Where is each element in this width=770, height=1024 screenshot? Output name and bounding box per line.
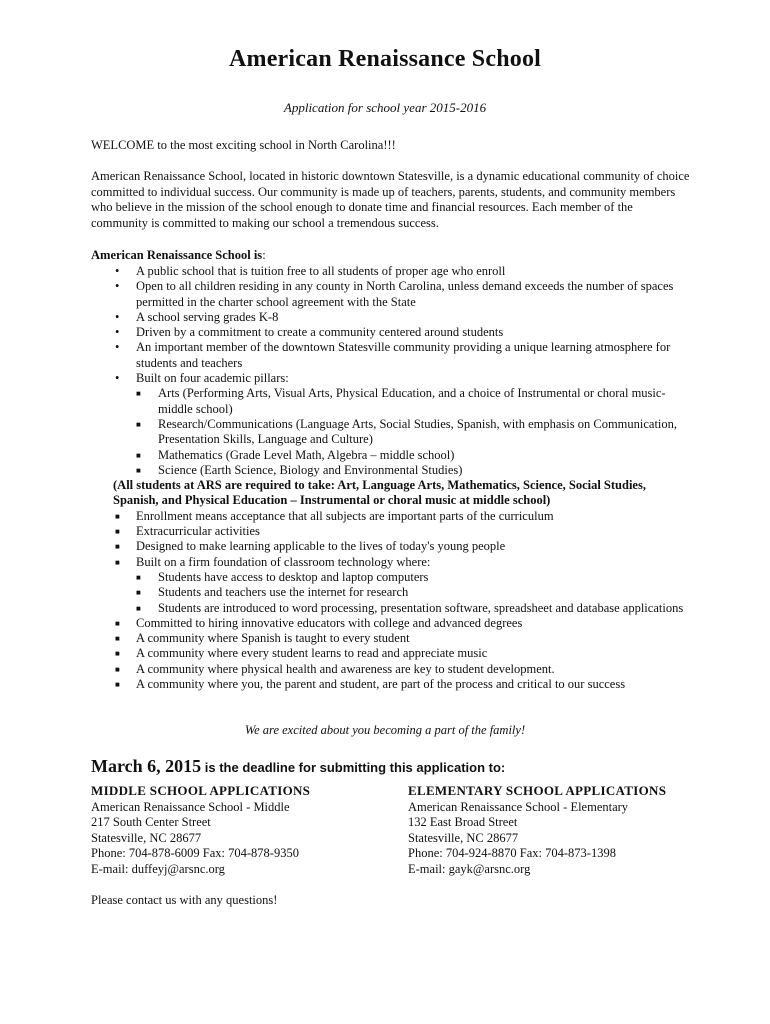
- square-bullet-icon: ■: [136, 389, 141, 399]
- tech-item: ■ Students have access to desktop and laptop computers: [136, 569, 429, 584]
- list-item: • Driven by a commitment to create a community centered around students: [115, 325, 504, 340]
- square-bullet-icon: ■: [115, 664, 120, 674]
- square-bullet-icon: ■: [136, 465, 141, 475]
- square-bullet-icon: ■: [136, 572, 141, 582]
- middle-school-email: E-mail: duffeyj@arsnc.org: [91, 861, 225, 876]
- features-list: [0, 264, 770, 692]
- square-bullet-icon: ■: [136, 450, 141, 460]
- tech-item: ■ Students and teachers use the internet for research: [136, 585, 409, 600]
- list-item: ■ Extracurricular activities: [115, 524, 260, 539]
- page-subtitle: Application for school year 2015-2016: [283, 100, 487, 115]
- square-bullet-icon: ■: [115, 634, 120, 644]
- square-bullet-icon: ■: [115, 511, 120, 521]
- pillar-item: ■ Research/Communications (Language Arts, Social Studies, Spanish, with emphasis on Communication, Presentation Skills, Language and Culture): [136, 416, 678, 447]
- list-item: ■ A community where physical health and awareness are key to student development.: [115, 661, 555, 676]
- page-title: American Renaissance School: [228, 46, 542, 72]
- square-bullet-icon: ■: [136, 603, 141, 613]
- deadline-date: March 6, 2015: [91, 756, 202, 776]
- welcome-line: WELCOME to the most exciting school in North Carolina!!!: [91, 138, 396, 152]
- square-bullet-icon: ■: [115, 618, 120, 628]
- square-bullet-icon: ■: [136, 419, 141, 429]
- pillar-item: ■ Arts (Performing Arts, Visual Arts, Physical Education, and a choice of Instrumental or choral music-middle school): [136, 386, 666, 416]
- elementary-school-email: E-mail: gayk@arsnc.org: [408, 861, 531, 876]
- elementary-school-city: Statesville, NC 28677: [408, 830, 519, 845]
- middle-school-street: 217 South Center Street: [91, 815, 211, 829]
- middle-school-name: American Renaissance School - Middle: [91, 799, 290, 814]
- square-bullet-icon: ■: [136, 588, 141, 598]
- bullet-icon: •: [115, 309, 120, 324]
- bullet-icon: •: [115, 279, 120, 294]
- square-bullet-icon: ■: [115, 557, 120, 567]
- square-bullet-icon: ■: [115, 527, 120, 537]
- square-bullet-icon: ■: [115, 680, 120, 690]
- bullet-icon: •: [115, 264, 120, 278]
- school-is-heading: [91, 248, 266, 263]
- contact-line: Please contact us with any questions!: [91, 893, 278, 907]
- elementary-school-address: [408, 783, 666, 877]
- list-item: ■ Committed to hiring innovative educators with college and advanced degrees: [115, 615, 523, 630]
- required-note: (All students at ARS are required to take: Art, Language Arts, Mathematics, Science, Social Studies, Spanish, and Physical Education – Instrumental or choral music at middle school): [113, 478, 646, 508]
- list-item: • A school serving grades K-8: [115, 309, 279, 324]
- elementary-school-heading: ELEMENTARY SCHOOL APPLICATIONS: [408, 783, 667, 798]
- deadline-line: [91, 756, 505, 777]
- excited-line: We are excited about you becoming a part of the family!: [244, 723, 526, 737]
- list-item: ■ Designed to make learning applicable to the lives of today's young people: [115, 539, 506, 554]
- bullet-icon: •: [115, 340, 120, 355]
- elementary-school-phone: Phone: 704-924-8870 Fax: 704-873-1398: [408, 846, 616, 860]
- school-is-heading-colon: :: [262, 248, 266, 262]
- pillar-item: ■ Science (Earth Science, Biology and Environmental Studies): [136, 462, 463, 477]
- middle-school-city: Statesville, NC 28677: [91, 830, 202, 845]
- list-item: ■ A community where every student learns to read and appreciate music: [115, 646, 488, 661]
- elementary-school-name: American Renaissance School - Elementary: [408, 799, 629, 814]
- square-bullet-icon: ■: [115, 649, 120, 659]
- school-is-heading-bold: American Renaissance School is: [91, 248, 263, 262]
- middle-school-address: [91, 783, 310, 877]
- list-item: • Open to all children residing in any county in North Carolina, unless demand exceeds the number of spaces permitted in the charter school agreement with the State: [115, 279, 674, 309]
- list-item: ■ Enrollment means acceptance that all subjects are important parts of the curriculum: [115, 508, 554, 523]
- elementary-school-street: 132 East Broad Street: [408, 815, 518, 829]
- list-item: • An important member of the downtown Statesville community providing a unique learning atmosphere for students and teachers: [115, 340, 671, 370]
- list-item: ■ A community where Spanish is taught to every student: [115, 631, 410, 646]
- list-item: • Built on four academic pillars:: [115, 371, 289, 386]
- tech-item: ■ Students are introduced to word processing, presentation software, spreadsheet and database applications: [136, 600, 684, 615]
- pillar-item: ■ Mathematics (Grade Level Math, Algebra – middle school): [136, 447, 455, 462]
- list-item: ■ Built on a firm foundation of classroom technology where:: [115, 554, 431, 569]
- deadline-text: is the deadline for submitting this application to:: [201, 760, 506, 775]
- list-item: • A public school that is tuition free to all students of proper age who enroll: [115, 264, 506, 278]
- list-item: ■ A community where you, the parent and student, are part of the process and critical to our success: [115, 677, 626, 692]
- middle-school-heading: MIDDLE SCHOOL APPLICATIONS: [91, 783, 311, 798]
- bullet-icon: •: [115, 325, 120, 340]
- intro-paragraph: American Renaissance School, located in historic downtown Statesville, is a dynamic educational community of choice committed to individual success. Our community is made up of teachers, parents, students, and community members who believe in the mission of the school enough to donate time and financial resources. Each member of the community is committed to making our school a tremendous success.: [91, 169, 690, 230]
- square-bullet-icon: ■: [115, 542, 120, 552]
- middle-school-phone: Phone: 704-878-6009 Fax: 704-878-9350: [91, 846, 299, 860]
- bullet-icon: •: [115, 371, 120, 386]
